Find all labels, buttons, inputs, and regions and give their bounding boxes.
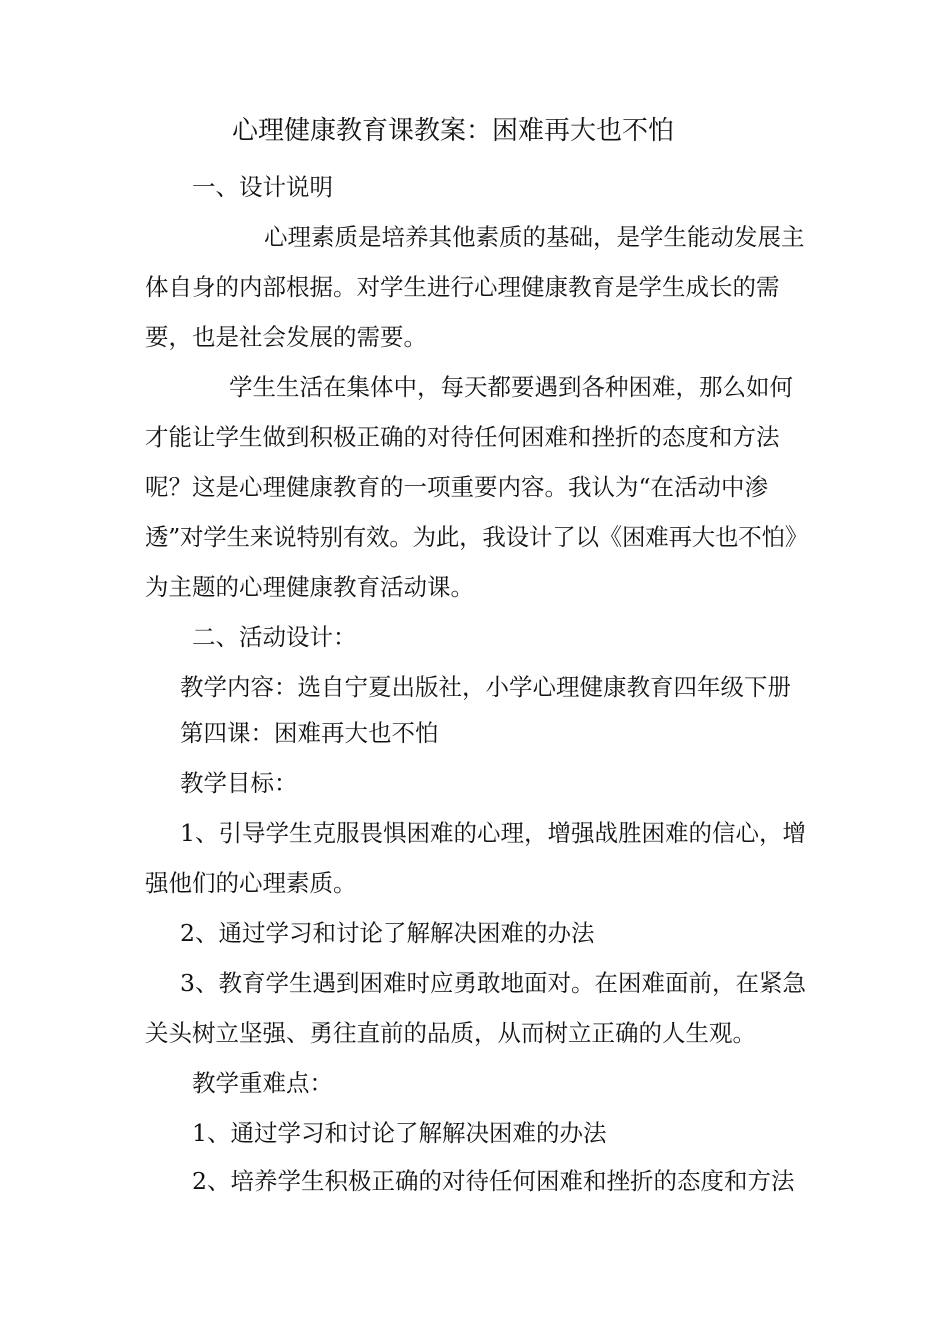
goal-line: 2、通过学习和讨论了解解决困难的办法	[180, 919, 595, 947]
section-heading-design: 一、设计说明	[192, 173, 333, 201]
goal-line: 1、引导学生克服畏惧困难的心理，增强战胜困难的信心，增	[180, 819, 806, 847]
paragraph-line: 为主题的心理健康教育活动课。	[145, 573, 474, 601]
teaching-content-line: 教学内容：选自宁夏出版社，小学心理健康教育四年级下册	[180, 673, 791, 701]
paragraph-line: 学生生活在集体中，每天都要遇到各种困难，那么如何	[229, 373, 793, 401]
key-point-line: 2、培养学生积极正确的对待任何困难和挫折的态度和方法	[192, 1167, 795, 1195]
section-heading-activity: 二、活动设计：	[192, 623, 357, 651]
paragraph-line: 要，也是社会发展的需要。	[145, 323, 427, 351]
teaching-content-line: 第四课：困难再大也不怕	[180, 719, 439, 747]
paragraph-line: 体自身的内部根据。对学生进行心理健康教育是学生成长的需	[145, 273, 780, 301]
key-points-heading: 教学重难点：	[192, 1069, 333, 1097]
paragraph-line: 透”对学生来说特别有效。为此，我设计了以《困难再大也不怕》	[145, 523, 809, 551]
paragraph-line: 呢？这是心理健康教育的一项重要内容。我认为“在活动中渗	[145, 473, 769, 501]
document-title: 心理健康教育课教案：困难再大也不怕	[232, 116, 675, 146]
goals-heading: 教学目标：	[180, 769, 298, 797]
goal-line: 关头树立坚强、勇往直前的品质，从而树立正确的人生观。	[145, 1019, 756, 1047]
goal-line: 强他们的心理素质。	[145, 869, 357, 897]
key-point-line: 1、通过学习和讨论了解解决困难的办法	[192, 1119, 607, 1147]
paragraph-line: 心理素质是培养其他素质的基础，是学生能动发展主	[264, 223, 805, 251]
goal-line: 3、教育学生遇到困难时应勇敢地面对。在困难面前，在紧急	[180, 969, 806, 997]
paragraph-line: 才能让学生做到积极正确的对待任何困难和挫折的态度和方法	[145, 423, 780, 451]
